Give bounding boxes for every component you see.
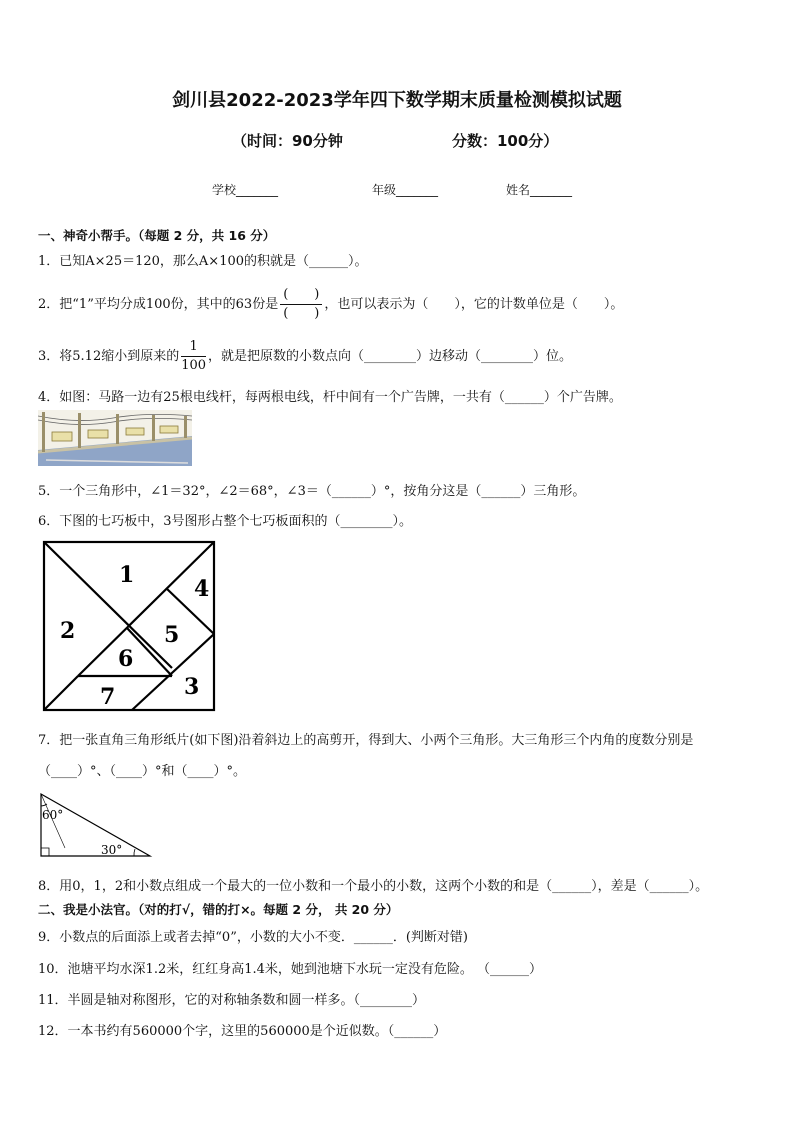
section-1-heading: 一、神奇小帮手。（每题 2 分，共 16 分） (38, 228, 276, 243)
tangram-diagonal-upper (78, 542, 214, 676)
exam-score: 分数：100分） (452, 132, 559, 150)
question-10: 10．池塘平均水深1.2米，红红身高1.4米，她到池塘下水玩一定没有危险。 （______） (38, 962, 543, 977)
question-2-numerator: ( ) (280, 286, 322, 305)
question-8: 8．用0，1，2和小数点组成一个最大的一位小数和一个最小的小数，这两个小数的和是（______），差是（______）。 (38, 879, 709, 894)
question-2-text-b: ，也可以表示为（ ），它的计数单位是（ ）。 (324, 297, 624, 312)
tangram-label-1: 1 (119, 562, 135, 588)
pole (42, 412, 45, 452)
billboard (88, 430, 108, 438)
tangram-label-2: 2 (60, 618, 76, 644)
question-5: 5．一个三角形中，∠1＝32°，∠2＝68°，∠3＝（______）°，按角分这是（______）三角形。 (38, 484, 586, 499)
right-angle-mark (41, 848, 49, 856)
pole (184, 416, 187, 438)
tangram-label-3: 3 (184, 674, 200, 700)
section-2-heading: 二、我是小法官。（对的打√，错的打×。每题 2 分， 共 20 分） (38, 902, 399, 917)
grade-field: 年级_______ (372, 183, 439, 197)
question-2 (38, 286, 623, 323)
question-3-numerator: 1 (181, 338, 206, 357)
road-illustration (38, 410, 192, 466)
angle-label-60: 60° (42, 808, 64, 822)
question-4: 4．如图：马路一边有25根电线杆，每两根电线，杆中间有一个广告牌，一共有（______）个广告牌。 (38, 390, 622, 405)
question-7-line-1: 7．把一张直角三角形纸片(如下图)沿着斜边上的高剪开，得到大、小两个三角形。大三角形三个内角的度数分别是 (38, 733, 694, 748)
pole (116, 414, 119, 444)
question-2-fraction (280, 286, 322, 323)
question-3-text-a: 3．将5.12缩小到原来的 (38, 349, 180, 364)
question-3-denominator: 100 (181, 358, 207, 373)
angle-label-30: 30° (101, 843, 123, 857)
question-3-text-b: ，就是把原数的小数点向（________）边移动（________）位。 (208, 349, 573, 364)
question-3-fraction (181, 338, 206, 375)
question-1: 1．已知A×25＝120，那么A×100的积就是（______）。 (38, 254, 368, 269)
pole (152, 415, 155, 441)
tangram-label-5: 5 (164, 622, 180, 648)
tangram-edge-7 (44, 676, 78, 710)
question-12: 12．一本书约有560000个字，这里的560000是个近似数。（______） (38, 1024, 447, 1039)
right-triangle-figure (38, 790, 154, 860)
billboard (126, 428, 144, 435)
question-7-line-2: （____）°、（____）°和（____）°。 (38, 764, 247, 779)
billboard (160, 426, 178, 433)
tangram-label-6: 6 (118, 646, 134, 672)
question-2-denominator: ( ) (283, 306, 320, 321)
question-9: 9．小数点的后面添上或者去掉“0”，小数的大小不变．______．(判断对错) (38, 930, 468, 945)
school-field: 学校_______ (212, 183, 279, 197)
exam-time: （时间：90分钟 (232, 132, 343, 150)
tangram-label-4: 4 (194, 576, 210, 602)
angle-arc-30 (134, 849, 135, 856)
tangram-diagonal (44, 542, 172, 668)
question-11: 11．半圆是轴对称图形，它的对称轴条数和圆一样多。（________） (38, 993, 426, 1008)
name-field: 姓名_______ (506, 183, 573, 197)
question-6: 6．下图的七巧板中，3号图形占整个七巧板面积的（________）。 (38, 514, 413, 529)
question-3 (38, 338, 572, 375)
billboard (52, 432, 72, 441)
page-title: 剑川县2022-2023学年四下数学期末质量检测模拟试题 (172, 90, 622, 111)
question-2-text-a: 2．把“1”平均分成100份，其中的63份是 (38, 297, 279, 312)
tangram-label-7: 7 (100, 684, 116, 710)
pole (78, 413, 81, 448)
tangram-figure (42, 540, 216, 712)
triangle-outline (41, 794, 150, 856)
